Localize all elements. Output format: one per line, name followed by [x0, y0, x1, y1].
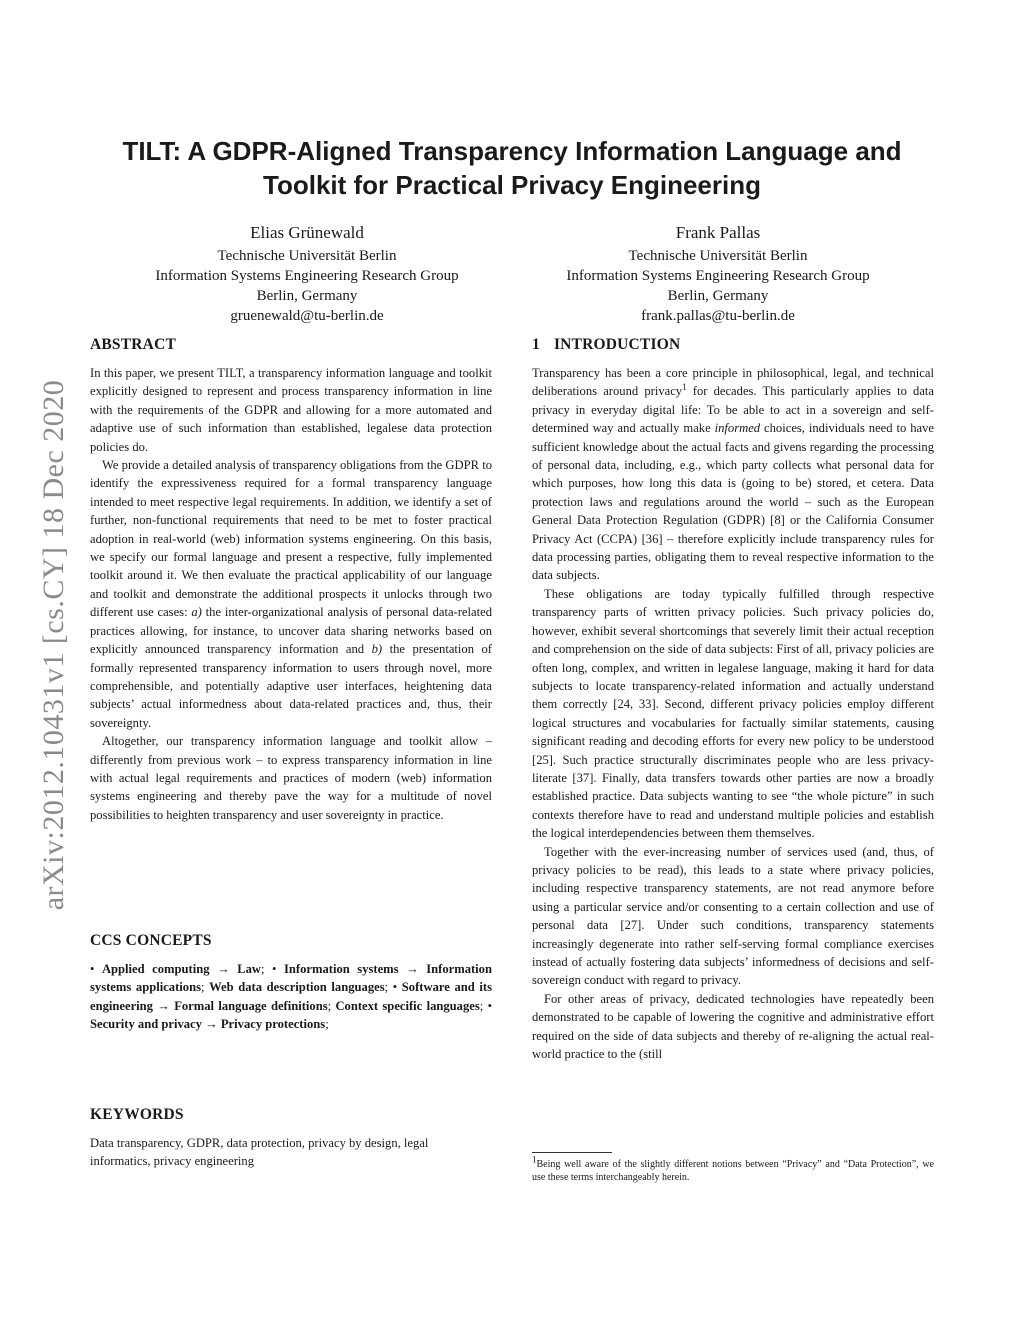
author-email[interactable]: frank.pallas@tu-berlin.de — [641, 308, 795, 324]
author-group: Information Systems Engineering Research Group — [155, 268, 459, 284]
footnote-marker[interactable]: 1 — [682, 382, 687, 393]
title-line-1: TILT: A GDPR-Aligned Transparency Information Language and — [122, 136, 902, 166]
author-location: Berlin, Germany — [667, 288, 769, 304]
abstract-paragraph-3: Altogether, our transparency information language and toolkit allow – differently from previous work – to express transparency information in line with actual legal requirements and practices of modern (web) information systems engineering and thereby pave the way for a multitude of novel possibilities to heighten transparency and user sovereignty in practice. — [90, 734, 492, 822]
ccs-heading: CCS CONCEPTS — [90, 932, 212, 949]
abstract-text: the presentation of formally represented transparency information to users through novel, more comprehensible, and potentially adaptive user interfaces, heightening data subjects’ actual informedness about data-related practices and, thus, their sovereignty. — [90, 642, 492, 730]
author-block-2 — [518, 222, 918, 326]
author-group: Information Systems Engineering Research Group — [566, 268, 870, 284]
arrow-icon: → — [406, 962, 419, 976]
keywords-text: Data transparency, GDPR, data protection, privacy by design, legal informatics, privacy engineering — [90, 1136, 429, 1169]
footnote — [532, 1154, 934, 1184]
introduction-heading — [532, 334, 934, 356]
footnote-divider — [532, 1152, 612, 1153]
abstract-paragraph-2 — [90, 456, 492, 732]
ccs-concept: Software and its engineering — [90, 980, 492, 1013]
abstract-text: the inter-organizational analysis of personal data-related practices allowing, for instance, to uncover data sharing networks based on explicitly announced transparency information and — [90, 605, 492, 657]
ccs-concepts-list: • Applied computing → Law; • Information systems → Information systems applications; Web data description languages; • Software and its engineering → Formal language definitions; Context specific languages; • Security and privacy → Privacy protections; — [90, 962, 492, 1032]
author-affiliation: Technische Universität Berlin — [217, 248, 397, 264]
intro-text: Transparency has been a core principle in philosophical, legal, and technical deliberations around privacy — [532, 366, 934, 399]
author-location: Berlin, Germany — [256, 288, 358, 304]
intro-text: choices, individuals need to have sufficient knowledge about the actual facts and givens regarding the processing of personal data, including, e.g., which party collects what personal data for which purposes, how long this data is (going to be) stored, et cetera. Data protection laws and regulations around the world – such as the European General Data Protection Regulation (GDPR) [8] or the California Consumer Privacy Act (CCPA) [36] – therefore explicitly include transparency rules for data processing parties, obligating them to reveal respective information to the data subjects. — [532, 421, 935, 583]
author-affiliation: Technische Universität Berlin — [628, 248, 808, 264]
ccs-concept: Context specific languages — [335, 998, 480, 1013]
bullet-icon: • — [487, 998, 492, 1013]
keywords-section — [90, 1104, 492, 1171]
bullet-icon: • — [392, 980, 398, 995]
ccs-concept: Web data description languages — [209, 980, 385, 995]
arrow-icon: → — [217, 962, 230, 976]
right-column — [532, 334, 935, 1183]
title-line-2: Toolkit for Practical Privacy Engineering — [263, 170, 761, 200]
footnote-mark: 1 — [532, 1154, 537, 1165]
left-column — [90, 334, 492, 1169]
arxiv-identifier: arXiv:2012.10431v1 [cs.CY] 18 Dec 2020 — [37, 379, 70, 911]
bullet-icon: • — [90, 962, 95, 976]
abstract-text: We provide a detailed analysis of transparency obligations from the GDPR to identify the expressiveness required for a formal transparency language intended to meet respective legal requirements. In addition, we identify a set of further, non-functional requirements that need to be met to foster practical adoption in real-world (web) information systems engineering. On this basis, we specify our formal language and present a respective, fully implemented toolkit around it. We then evaluate the practical applicability of our language and toolkit and demonstrate the additional prospects it unlocks through two different use cases: — [90, 458, 492, 620]
intro-paragraph-1 — [532, 364, 934, 585]
author-name: Elias Grünewald — [250, 223, 364, 242]
ccs-concept: Information systems — [284, 962, 399, 976]
arrow-icon: → — [205, 1017, 218, 1032]
section-title: INTRODUCTION — [553, 336, 681, 353]
ccs-concept: Privacy protections — [220, 1017, 326, 1032]
abstract-heading: ABSTRACT — [90, 336, 177, 353]
keywords-heading: KEYWORDS — [90, 1106, 184, 1123]
intro-paragraph-3: Together with the ever-increasing number of services used (and, thus, of privacy policies to be read), this leads to a state where privacy policies, including respective transparency statements, are not read anymore before using a particular service and/or consenting to a certain collection and use of personal data [27]. Under such conditions, transparency statements increasingly degenerate into rather self-serving formal compliance exercises instead of actually fostering data subjects’ informedness of decisions and self-sovereign conduct with regard to privacy. — [532, 844, 934, 988]
ccs-concept: Security and privacy — [90, 1017, 202, 1032]
abstract-paragraph-1: In this paper, we present TILT, a transparency information language and toolkit explicitly designed to represent and process transparency information in line with the requirements of the GDPR and allowing for a more automated and adaptive use of such information than established, legalese data protection policies do. — [90, 366, 492, 454]
use-case-label-a: a) — [191, 605, 202, 620]
ccs-concept: Applied computing — [101, 962, 210, 976]
ccs-concept: Law — [237, 962, 262, 976]
use-case-label-b: b) — [371, 642, 383, 657]
author-name: Frank Pallas — [675, 223, 761, 242]
ccs-concept: Formal language definitions — [174, 998, 328, 1013]
paper-title — [60, 134, 964, 202]
emphasis-informed: informed — [714, 421, 761, 436]
arrow-icon: → — [157, 998, 170, 1013]
intro-paragraph-2: These obligations are today typically fulfilled through respective transparency parts of written privacy policies. Such privacy policies do, however, exhibit several shortcomings that severely limit their actual reception and comprehension on the side of data subjects: First of all, privacy policies are often long, complex, and written in legalese language, making it hard for data subjects to locate transparency-related information and actually understand them correctly [24, 33]. Second, different privacy policies employ different logical structures and vocabularies for factually similar statements, causing significant reading and decoding efforts for every new policy to be understood [25]. Such practice structurally discriminates people who are less privacy-literate [37]. Finally, data transfers towards other parties are now a broadly established practice. Data subjects wanting to see “the whole picture” in such contexts therefore have to read and understand multiple policies and establish the logical interdependencies between them themselves. — [532, 586, 934, 841]
ccs-concept: Information systems applications — [90, 962, 492, 995]
abstract-section — [90, 334, 492, 824]
section-number: 1 — [532, 336, 540, 353]
author-block-1 — [107, 222, 507, 326]
ccs-concepts-section — [90, 930, 492, 1034]
footnote-text: Being well aware of the slightly different notions between “Privacy” and “Data Protection”, we use these terms interchangeably herein. — [532, 1159, 934, 1183]
intro-paragraph-4: For other areas of privacy, dedicated technologies have repeatedly been demonstrated to be capable of lowering the cognitive and administrative effort required on the side of data subjects and thereby of re-aligning the actual real-world practice to the (still — [532, 991, 934, 1062]
bullet-icon: • — [272, 962, 277, 976]
intro-text: for decades. This particularly applies to data privacy in everyday digital life: To be able to act in a sovereign and self-determined way and actually make — [532, 384, 935, 436]
author-email[interactable]: gruenewald@tu-berlin.de — [230, 308, 384, 324]
